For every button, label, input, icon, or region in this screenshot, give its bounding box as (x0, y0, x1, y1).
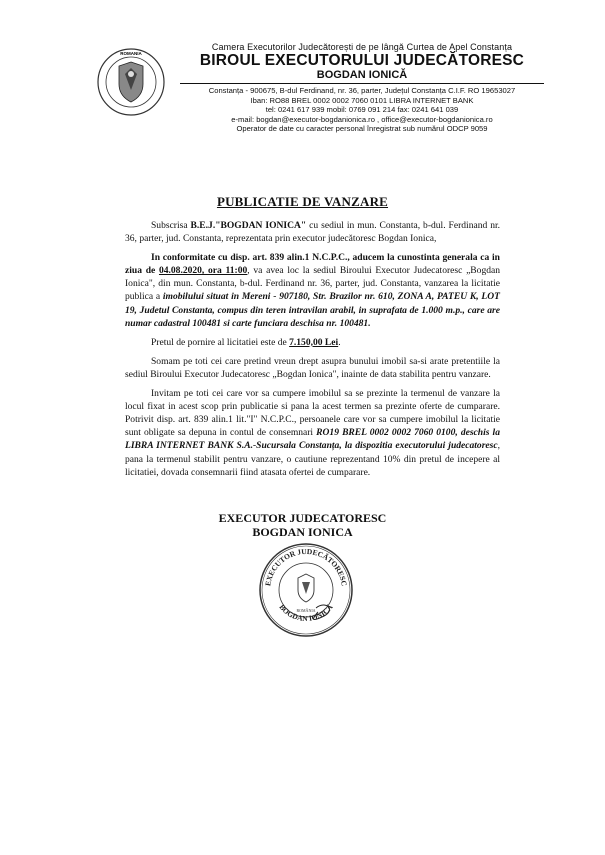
address-line: Constanța - 900675, B-dul Ferdinand, nr. 36, parter, Județul Constanța C.I.F. RO 19653027 (208, 86, 516, 95)
text-run: Subscrisa (151, 220, 191, 231)
starting-price: 7.150,00 Lei (289, 336, 339, 348)
executor-name: BOGDAN IONICĂ (316, 69, 408, 81)
organization-block (172, 42, 552, 134)
coat-of-arms-emblem (96, 44, 166, 120)
signer-title: EXECUTOR JUDECATORESC (218, 511, 387, 525)
emblem-top-text: ROMANIA (120, 51, 142, 56)
stamp-bottom-text: BOGDAN IONICĂ (277, 602, 335, 624)
email-line: e-mail: bogdan@executor-bogdanionica.ro , office@executor-bogdanionica.ro (231, 114, 493, 124)
auction-date: 04.08.2020, ora 11:00 (158, 265, 248, 277)
chamber-name: Camera Executorilor Judecătorești de pe lângă Curtea de Apel Constanța (211, 42, 513, 52)
stamp-top-text: EXECUTOR JUDECĂTORESC (263, 546, 349, 587)
intro-paragraph (125, 219, 500, 245)
text-run: , va avea loc la sediul Biroului Executor Judecatoresc „Bogdan Ionica", din mun. Constanta, b-dul. Ferdinand nr. 36, parter, jud. Constanta, vanzarea la licitatie publica a (125, 265, 501, 303)
text-run: Pretul de pornire al licitatiei este de (151, 336, 290, 348)
stamp-inner-text: ROMÂNIA (296, 608, 316, 613)
sale-announcement-paragraph (125, 251, 500, 330)
legal-basis-text: In conformitate cu disp. art. 839 alin.1 N.C.P.C., aducem la cunostinta generala ca in ziua de (125, 252, 500, 277)
text-run: , pana la termenul stabilit pentru vanzare, o cautiune reprezentand 10% din pretul de incepere al licitatiei, dovada consemnarii fiind atasata ofertei de cumparare. (125, 440, 500, 478)
bureau-name: BIROUL EXECUTORULUI JUDECĂTORESC (199, 52, 525, 69)
phone-line: tel: 0241 617 939 mobil: 0769 091 214 fax: 0241 641 039 (265, 105, 459, 115)
signer-name: BOGDAN IONICA (252, 525, 353, 539)
iban-line: Iban: RO88 BREL 0002 0002 7060 0101 LIBRA INTERNET BANK (250, 95, 474, 105)
operator-line: Operator de date cu caracter personal înregistrat sub numărul ODCP 9059 (236, 124, 488, 134)
official-stamp (256, 540, 356, 640)
claims-paragraph: Somam pe toti cei care pretind vreun drept asupra bunului imobil sa-si arate pretentiile la sediul Biroului Executor Judecatoresc „Bogdan Ionica", inainte de data stabilita pentru vanzare. (125, 355, 500, 380)
text-run: . (338, 336, 341, 348)
starting-price-paragraph (125, 336, 500, 349)
bailiff-office-name: B.E.J."BOGDAN IONICA" (190, 220, 307, 231)
document-body (125, 219, 500, 485)
text-run: cu sediul in mun. Constanta, b-dul. Ferdinand nr. 36, parter, jud. Constanta, reprezentata prin executor judecătoresc Bogdan Ionica, (125, 220, 501, 245)
letterhead (0, 0, 605, 160)
property-description: imobilului situat in Mereni - 907180, Str. Brazilor nr. 610, ZONA A, PATEU K, LOT 19, Judetul Constanta, compus din teren intravilan arabil, in suprafata de 1.000 m.p., care are numar cadastral 100481 si carte funciara deschisa nr. 100481. (125, 291, 500, 329)
bidders-paragraph (125, 387, 500, 479)
document-title: PUBLICATIE DE VANZARE (216, 194, 389, 209)
header-divider (180, 83, 544, 84)
deposit-account: RO19 BREL 0002 0002 7060 0100, deschis la LIBRA INTERNET BANK S.A.-Sucursala Constanța, la dispozitia executorului judecatoresc (125, 427, 500, 452)
signature-block (0, 511, 605, 539)
text-run: Invitam pe toti cei care vor sa cumpere imobilul sa se prezinte la termenul de vanzare la locul fixat in acest scop prin publicatie si pana la acest termen sa prezinte oferte de cumparare. Potrivit disp. art. 839 alin.1 lit."I" N.C.P.C., persoanele care vor sa cumpere imobilul la licitatie sunt obligate sa depuna in contul de consemnari (125, 388, 500, 439)
